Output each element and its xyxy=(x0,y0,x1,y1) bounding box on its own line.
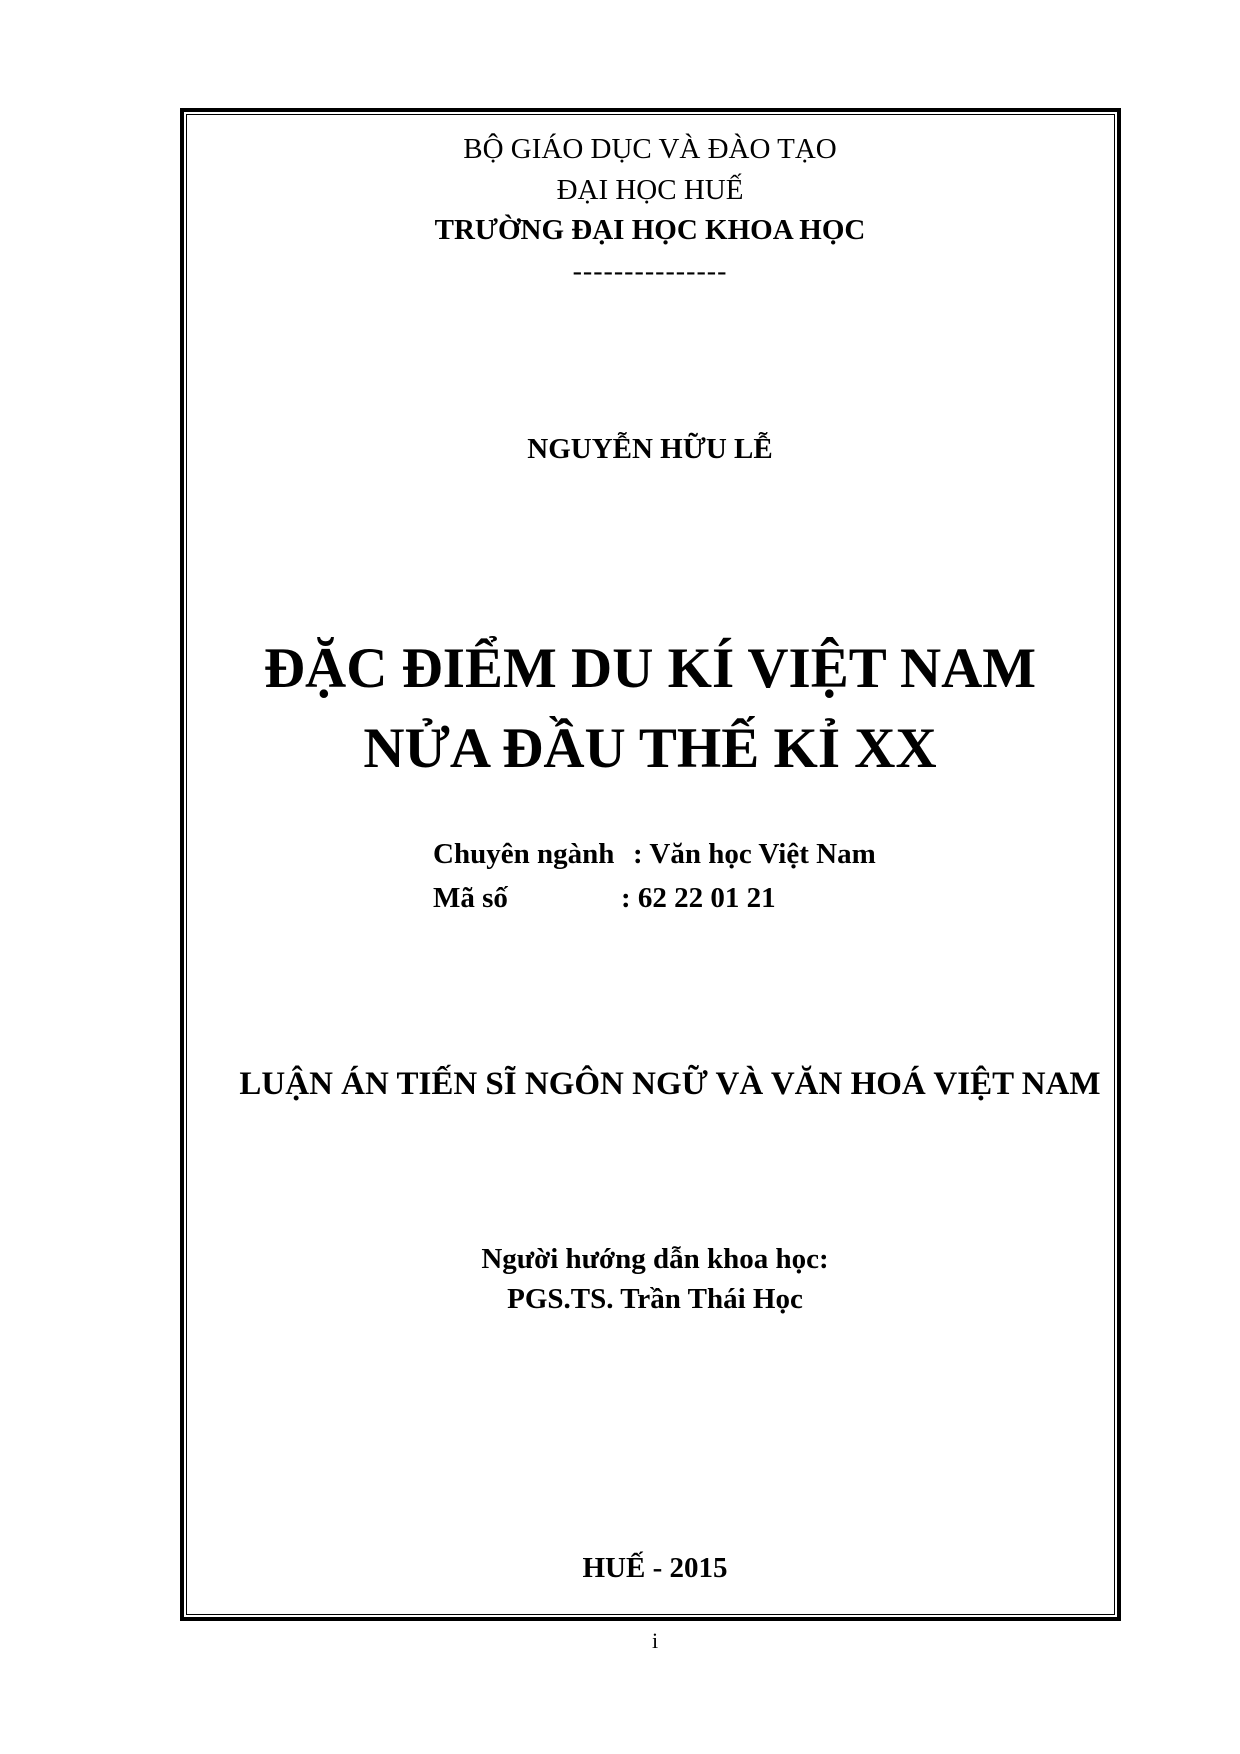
degree-title: LUẬN ÁN TIẾN SĨ NGÔN NGỮ VÀ VĂN HOÁ VIỆT NAM xyxy=(239,1066,1101,1102)
code-row xyxy=(433,882,776,915)
header-separator: --------------- xyxy=(572,256,728,287)
author-name: NGUYỄN HỮU LỄ xyxy=(527,433,773,465)
school-name: TRƯỜNG ĐẠI HỌC KHOA HỌC xyxy=(434,214,866,246)
code-label: Mã số xyxy=(433,882,508,914)
specialization-value: : Văn học Việt Nam xyxy=(633,838,876,870)
ministry-name: BỘ GIÁO DỤC VÀ ĐÀO TẠO xyxy=(463,133,837,165)
advisor-label: Người hướng dẫn khoa học: xyxy=(481,1243,829,1275)
specialization-label: Chuyên ngành xyxy=(433,838,615,870)
thesis-title-line-2: NỬA ĐẦU THẾ KỈ XX xyxy=(363,717,937,780)
page-number: i xyxy=(651,1628,659,1653)
advisor-name: PGS.TS. Trần Thái Học xyxy=(507,1283,803,1315)
specialization-row xyxy=(433,838,876,871)
university-name: ĐẠI HỌC HUẾ xyxy=(556,174,744,206)
place-year: HUẾ - 2015 xyxy=(582,1552,728,1584)
thesis-title-line-1: ĐẶC ĐIỂM DU KÍ VIỆT NAM xyxy=(263,637,1037,700)
code-value: : 62 22 01 21 xyxy=(621,882,776,914)
